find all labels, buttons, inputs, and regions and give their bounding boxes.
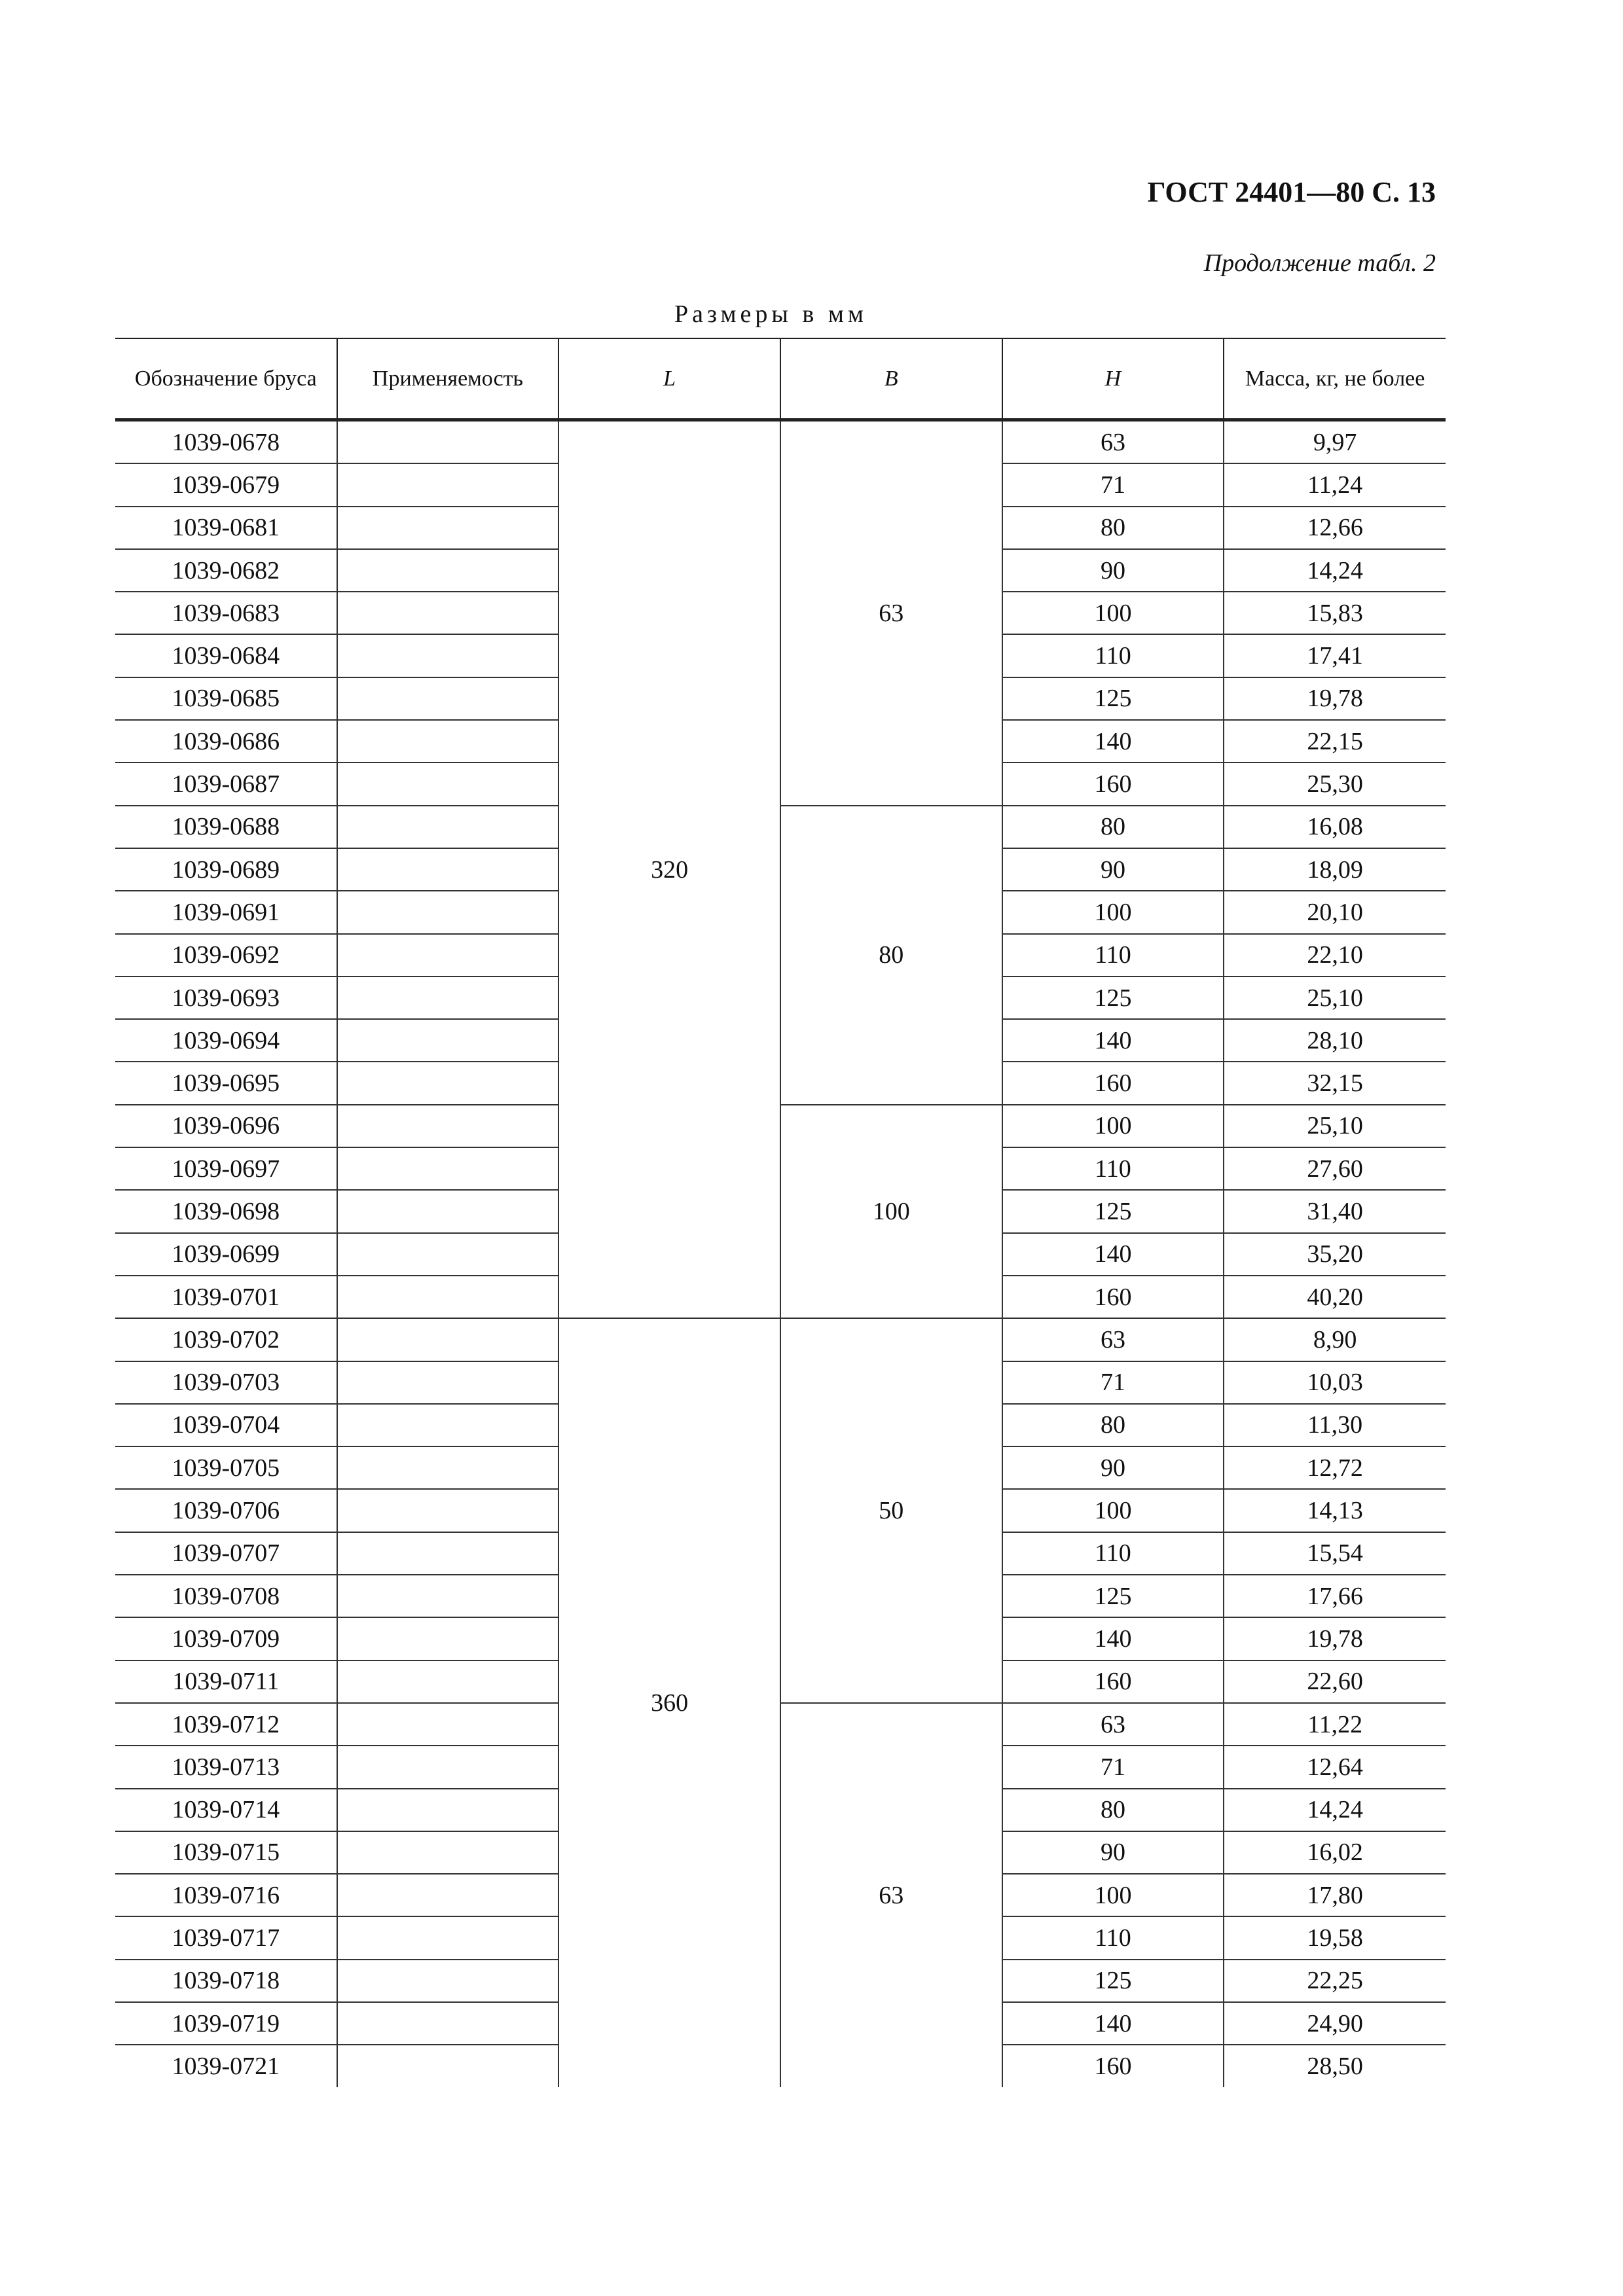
cell-H: 71 [1002, 1361, 1224, 1404]
cell-code: 1039-0716 [115, 1874, 337, 1916]
cell-mass: 14,24 [1224, 549, 1446, 592]
cell-mass: 12,66 [1224, 507, 1446, 549]
cell-mass: 18,09 [1224, 848, 1446, 891]
cell-code: 1039-0713 [115, 1746, 337, 1788]
cell-L: 320 [558, 420, 780, 1319]
cell-applicability [337, 1746, 559, 1788]
cell-mass: 14,13 [1224, 1489, 1446, 1532]
cell-code: 1039-0678 [115, 420, 337, 464]
cell-H: 160 [1002, 1660, 1224, 1703]
cell-applicability [337, 1147, 559, 1190]
cell-applicability [337, 1617, 559, 1660]
cell-code: 1039-0715 [115, 1831, 337, 1874]
cell-code: 1039-0703 [115, 1361, 337, 1404]
cell-mass: 9,97 [1224, 420, 1446, 464]
cell-mass: 12,64 [1224, 1746, 1446, 1788]
cell-code: 1039-0679 [115, 463, 337, 506]
cell-code: 1039-0717 [115, 1916, 337, 1959]
cell-applicability [337, 507, 559, 549]
cell-code: 1039-0707 [115, 1532, 337, 1575]
continuation-note: Продолжение табл. 2 [1203, 249, 1436, 277]
cell-mass: 40,20 [1224, 1276, 1446, 1318]
cell-code: 1039-0718 [115, 1960, 337, 2002]
cell-H: 160 [1002, 762, 1224, 805]
cell-H: 110 [1002, 934, 1224, 977]
cell-applicability [337, 677, 559, 720]
cell-mass: 15,83 [1224, 592, 1446, 634]
cell-H: 125 [1002, 677, 1224, 720]
cell-applicability [337, 1233, 559, 1276]
cell-code: 1039-0685 [115, 677, 337, 720]
cell-code: 1039-0697 [115, 1147, 337, 1190]
document-header: ГОСТ 24401—80 С. 13 [1147, 176, 1436, 208]
cell-code: 1039-0706 [115, 1489, 337, 1532]
cell-mass: 16,08 [1224, 806, 1446, 848]
cell-applicability [337, 1105, 559, 1147]
cell-applicability [337, 1916, 559, 1959]
cell-mass: 25,10 [1224, 1105, 1446, 1147]
cell-applicability [337, 1831, 559, 1874]
cell-H: 125 [1002, 1575, 1224, 1617]
cell-applicability [337, 1960, 559, 2002]
cell-code: 1039-0719 [115, 2002, 337, 2045]
cell-code: 1039-0712 [115, 1703, 337, 1746]
cell-H: 110 [1002, 1532, 1224, 1575]
cell-H: 80 [1002, 806, 1224, 848]
cell-B: 63 [780, 420, 1002, 806]
cell-applicability [337, 1361, 559, 1404]
cell-applicability [337, 592, 559, 634]
cell-code: 1039-0701 [115, 1276, 337, 1318]
cell-code: 1039-0711 [115, 1660, 337, 1703]
cell-applicability [337, 549, 559, 592]
cell-applicability [337, 1318, 559, 1361]
cell-applicability [337, 1446, 559, 1489]
cell-applicability [337, 977, 559, 1019]
cell-mass: 14,24 [1224, 1789, 1446, 1831]
cell-code: 1039-0695 [115, 1062, 337, 1104]
cell-applicability [337, 2045, 559, 2087]
cell-mass: 17,66 [1224, 1575, 1446, 1617]
cell-mass: 31,40 [1224, 1190, 1446, 1232]
cell-H: 100 [1002, 1874, 1224, 1916]
cell-mass: 11,30 [1224, 1404, 1446, 1446]
column-header-applicability: Применяемость [337, 338, 559, 420]
cell-H: 90 [1002, 848, 1224, 891]
cell-mass: 35,20 [1224, 1233, 1446, 1276]
column-header-mass: Масса, кг, не более [1224, 338, 1446, 420]
cell-H: 63 [1002, 420, 1224, 464]
cell-H: 125 [1002, 1190, 1224, 1232]
cell-mass: 15,54 [1224, 1532, 1446, 1575]
cell-mass: 27,60 [1224, 1147, 1446, 1190]
cell-mass: 19,78 [1224, 677, 1446, 720]
cell-mass: 11,22 [1224, 1703, 1446, 1746]
cell-applicability [337, 1575, 559, 1617]
cell-mass: 16,02 [1224, 1831, 1446, 1874]
cell-applicability [337, 720, 559, 762]
cell-mass: 22,10 [1224, 934, 1446, 977]
cell-H: 110 [1002, 1916, 1224, 1959]
cell-H: 140 [1002, 1233, 1224, 1276]
cell-H: 110 [1002, 1147, 1224, 1190]
cell-H: 140 [1002, 720, 1224, 762]
cell-applicability [337, 2002, 559, 2045]
cell-H: 140 [1002, 2002, 1224, 2045]
cell-B: 50 [780, 1318, 1002, 1703]
cell-applicability [337, 891, 559, 933]
cell-code: 1039-0699 [115, 1233, 337, 1276]
cell-H: 63 [1002, 1318, 1224, 1361]
cell-mass: 17,41 [1224, 634, 1446, 677]
cell-H: 160 [1002, 2045, 1224, 2087]
column-header-code: Обозначение бруса [115, 338, 337, 420]
cell-H: 80 [1002, 1404, 1224, 1446]
cell-code: 1039-0693 [115, 977, 337, 1019]
cell-code: 1039-0714 [115, 1789, 337, 1831]
cell-mass: 22,60 [1224, 1660, 1446, 1703]
cell-applicability [337, 1532, 559, 1575]
cell-code: 1039-0686 [115, 720, 337, 762]
cell-code: 1039-0688 [115, 806, 337, 848]
cell-applicability [337, 1874, 559, 1916]
cell-H: 90 [1002, 1446, 1224, 1489]
cell-code: 1039-0692 [115, 934, 337, 977]
cell-applicability [337, 934, 559, 977]
cell-code: 1039-0689 [115, 848, 337, 891]
cell-code: 1039-0694 [115, 1019, 337, 1062]
table-body [115, 420, 1446, 2087]
cell-code: 1039-0681 [115, 507, 337, 549]
cell-mass: 19,78 [1224, 1617, 1446, 1660]
cell-applicability [337, 1660, 559, 1703]
cell-mass: 28,50 [1224, 2045, 1446, 2087]
cell-H: 125 [1002, 1960, 1224, 2002]
cell-H: 63 [1002, 1703, 1224, 1746]
cell-mass: 20,10 [1224, 891, 1446, 933]
units-note: Размеры в мм [674, 300, 867, 328]
cell-mass: 24,90 [1224, 2002, 1446, 2045]
cell-code: 1039-0698 [115, 1190, 337, 1232]
cell-applicability [337, 1276, 559, 1318]
cell-applicability [337, 634, 559, 677]
cell-mass: 32,15 [1224, 1062, 1446, 1104]
cell-L: 360 [558, 1318, 780, 2087]
column-header-B: B [780, 338, 1002, 420]
cell-H: 80 [1002, 1789, 1224, 1831]
cell-mass: 8,90 [1224, 1318, 1446, 1361]
cell-applicability [337, 848, 559, 891]
table-header-row [115, 338, 1446, 420]
cell-applicability [337, 420, 559, 464]
table-row [115, 1318, 1446, 1361]
cell-B: 80 [780, 806, 1002, 1105]
cell-applicability [337, 1489, 559, 1532]
cell-mass: 17,80 [1224, 1874, 1446, 1916]
cell-H: 140 [1002, 1019, 1224, 1062]
cell-code: 1039-0721 [172, 2052, 280, 2080]
cell-code: 1039-0709 [115, 1617, 337, 1660]
cell-mass: 25,10 [1224, 977, 1446, 1019]
cell-applicability [337, 1789, 559, 1831]
cell-H: 100 [1002, 1489, 1224, 1532]
cell-H: 160 [1002, 1276, 1224, 1318]
cell-applicability [337, 806, 559, 848]
cell-code: 1039-0691 [115, 891, 337, 933]
cell-code: 1039-0687 [115, 762, 337, 805]
cell-mass: 28,10 [1224, 1019, 1446, 1062]
cell-code: 1039-0708 [115, 1575, 337, 1617]
table-row [115, 1703, 1446, 1746]
cell-H: 125 [1002, 977, 1224, 1019]
cell-code: 1039-0683 [115, 592, 337, 634]
cell-applicability [337, 1062, 559, 1104]
cell-code: 1039-0684 [115, 634, 337, 677]
cell-code: 1039-0696 [115, 1105, 337, 1147]
cell-mass: 22,15 [1224, 720, 1446, 762]
cell-H: 71 [1002, 1746, 1224, 1788]
cell-code: 1039-0702 [115, 1318, 337, 1361]
cell-H: 160 [1002, 1062, 1224, 1104]
cell-applicability [337, 1404, 559, 1446]
cell-B: 63 [780, 1703, 1002, 2087]
cell-code: 1039-0682 [115, 549, 337, 592]
cell-mass: 19,58 [1224, 1916, 1446, 1959]
cell-mass: 11,24 [1224, 463, 1446, 506]
dimensions-table [115, 338, 1446, 2087]
cell-H: 100 [1002, 592, 1224, 634]
cell-B: 100 [780, 1105, 1002, 1318]
cell-H: 71 [1002, 463, 1224, 506]
cell-code: 1039-0705 [115, 1446, 337, 1489]
column-header-L: L [558, 338, 780, 420]
column-header-H: H [1002, 338, 1224, 420]
table-row [115, 806, 1446, 848]
cell-H: 110 [1002, 634, 1224, 677]
cell-H: 100 [1002, 891, 1224, 933]
cell-applicability [337, 1190, 559, 1232]
cell-H: 90 [1002, 1831, 1224, 1874]
cell-code: 1039-0704 [115, 1404, 337, 1446]
cell-applicability [337, 762, 559, 805]
cell-applicability [337, 463, 559, 506]
table-row [115, 1105, 1446, 1147]
cell-mass: 25,30 [1224, 762, 1446, 805]
cell-H: 80 [1002, 507, 1224, 549]
cell-H: 140 [1002, 1617, 1224, 1660]
cell-mass: 10,03 [1224, 1361, 1446, 1404]
cell-H: 90 [1002, 549, 1224, 592]
cell-mass: 22,25 [1224, 1960, 1446, 2002]
cell-applicability [337, 1703, 559, 1746]
table-row [115, 420, 1446, 464]
cell-H: 100 [1002, 1105, 1224, 1147]
cell-applicability [337, 1019, 559, 1062]
cell-mass: 12,72 [1224, 1446, 1446, 1489]
